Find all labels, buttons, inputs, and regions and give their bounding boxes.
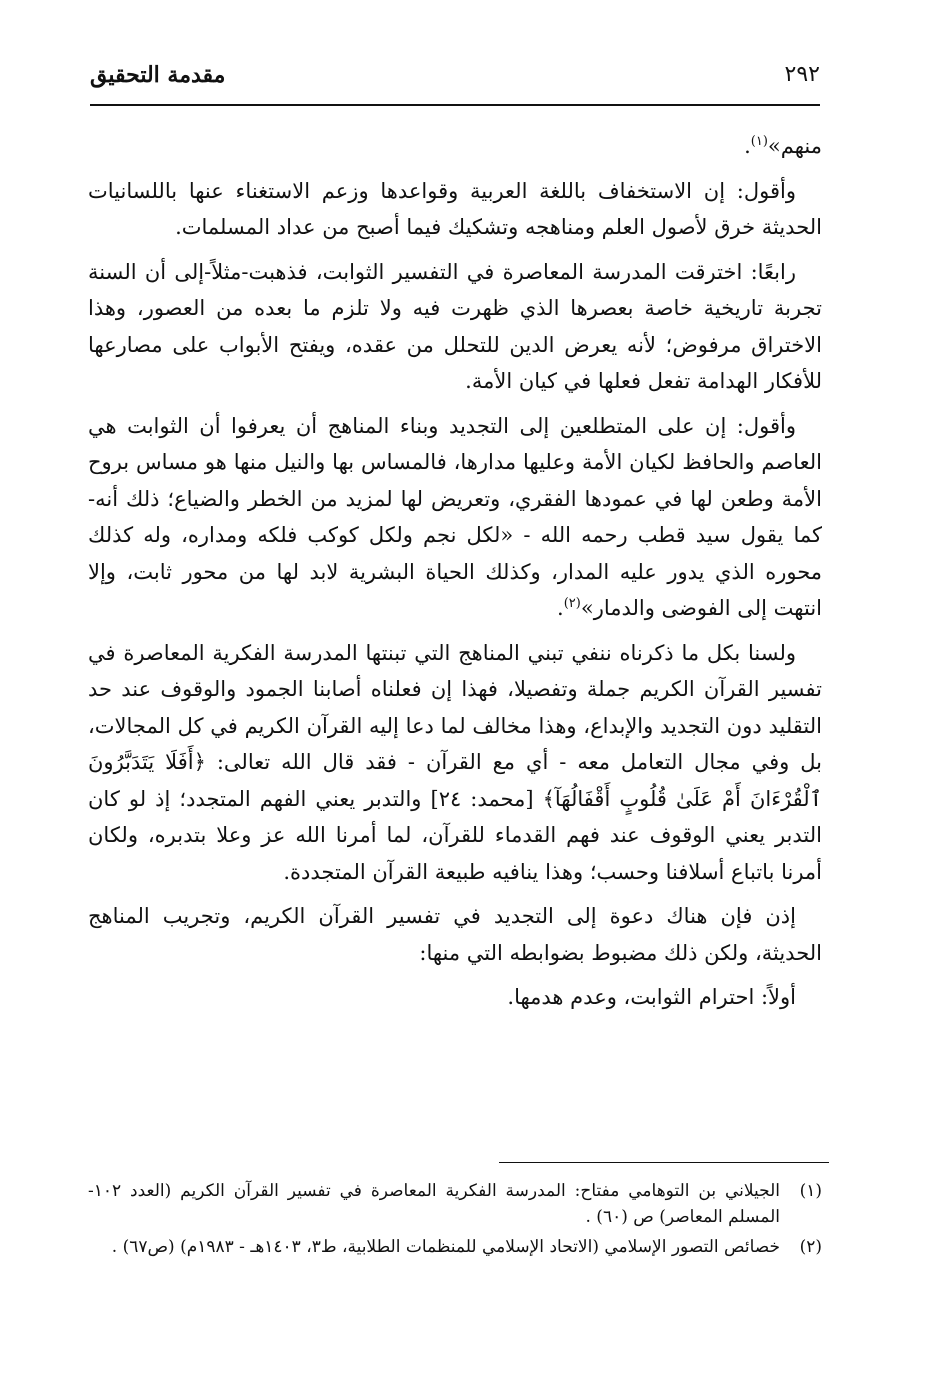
footnote-1 bbox=[88, 1178, 822, 1230]
footnote-2 bbox=[88, 1234, 822, 1260]
page-number: ٢٩٢ bbox=[784, 62, 820, 87]
paragraph-2: رابعًا: اخترقت المدرسة المعاصرة في التفسير الثوابت، فذهبت-مثلاً-إلى أن السنة تجربة تاريخية خاصة بعصرها الذي ظهرت فيه ولا تلزم ما بعده من العصور، وهذا الاختراق مرفوض؛ لأنه يعرض الدين للتحلل من عقده، ويفتح الأبواب على مصارعها للأفكار الهدامة تفعل فعلها في كيان الأمة. bbox=[88, 259, 822, 393]
paragraph-5: إذن فإن هناك دعوة إلى التجديد في تفسير القرآن الكريم، وتجريب المناهج الحديثة، ولكن ذلك مضبوط بضوابطه التي منها: bbox=[88, 904, 822, 965]
paragraph-1: وأقول: إن الاستخفاف باللغة العربية وقواعدها وزعم الاستغناء عنها باللسانيات الحديثة خرق لأصول العلم ومناهجه وتشكيك فيما أصبح من عداد المسلمات. bbox=[88, 178, 822, 239]
paragraph-continuation: منهم»$^{(١)}$. bbox=[744, 134, 822, 158]
footnote-text: الجيلاني بن التوهامي مفتاح: المدرسة الفكرية المعاصرة في تفسير القرآن الكريم (العدد ١٠٢- المسلم المعاصر) ص (٦٠) . bbox=[88, 1181, 780, 1227]
paragraph-6: أولاً: احترام الثوابت، وعدم هدمها. bbox=[507, 985, 796, 1009]
running-title: مقدمة التحقيق bbox=[90, 62, 226, 88]
footnote-number: (١) bbox=[799, 1181, 822, 1201]
footnote-separator bbox=[499, 1162, 829, 1163]
footnote-ref-1[interactable]: (١) bbox=[750, 134, 768, 149]
paragraph-4: ولسنا بكل ما ذكرناه ننفي تبني المناهج التي تبنتها المدرسة الفكرية المعاصرة في تفسير القرآن الكريم جملة وتفصيلا، فهذا إن فعلناه أصابنا الجمود والوقوف عند حد التقليد دون التجديد والإبداع، وهذا مخالف لما دعا إليه القرآن الكريم في كل المجالات، بل وفي مجال التعامل معه - أي مع القرآن - فقد قال الله تعالى: ﴿أَفَلَا يَتَدَبَّرُونَ ٱلْقُرْءَانَ أَمْ عَلَىٰ قُلُوبٍ أَقْفَالُهَآ﴾ [محمد: ٢٤] والتدبر يعني الفهم المتجدد؛ إذ لو كان التدبر يعني الوقوف عند فهم القدماء للقرآن، لما أمرنا الله عز وعلا بتدبره، ولكان أمرنا باتباع أسلافنا وحسب؛ وهذا ينافيه طبيعة القرآن المتجددة. bbox=[88, 640, 822, 884]
footnote-ref-2[interactable]: (٢) bbox=[563, 596, 581, 611]
paragraph-3: وأقول: إن على المتطلعين إلى التجديد وبناء المناهج أن يعرفوا أن الثوابت هي العاصم والحافظ لكيان الأمة وعليها مدارها، فالمساس بها والنيل منها هو مساس بروح الأمة وطعن لها في عمودها الفقري، وتعريض لها لمزيد من الخطر والضياع؛ ذلك أنه-كما يقول سيد قطب رحمه الله - «لكل نجم ولكل كوكب فلكه ومداره، وله كذلك محوره الذي يدور عليه المدار، وكذلك الحياة البشرية لابد لها من محور ثابت، وإلا انتهت إلى الفوضى والدمار»$^{(٢)}$. bbox=[88, 413, 822, 620]
page-header bbox=[90, 60, 820, 106]
footnote-text: خصائص التصور الإسلامي (الاتحاد الإسلامي للمنظمات الطلابية، ط٣، ١٤٠٣هـ - ١٩٨٣م) (ص٦٧) . bbox=[111, 1237, 780, 1257]
header-rule bbox=[90, 104, 820, 106]
footnote-number: (٢) bbox=[799, 1237, 822, 1257]
body-text bbox=[88, 128, 822, 1024]
footnotes bbox=[88, 1178, 822, 1264]
